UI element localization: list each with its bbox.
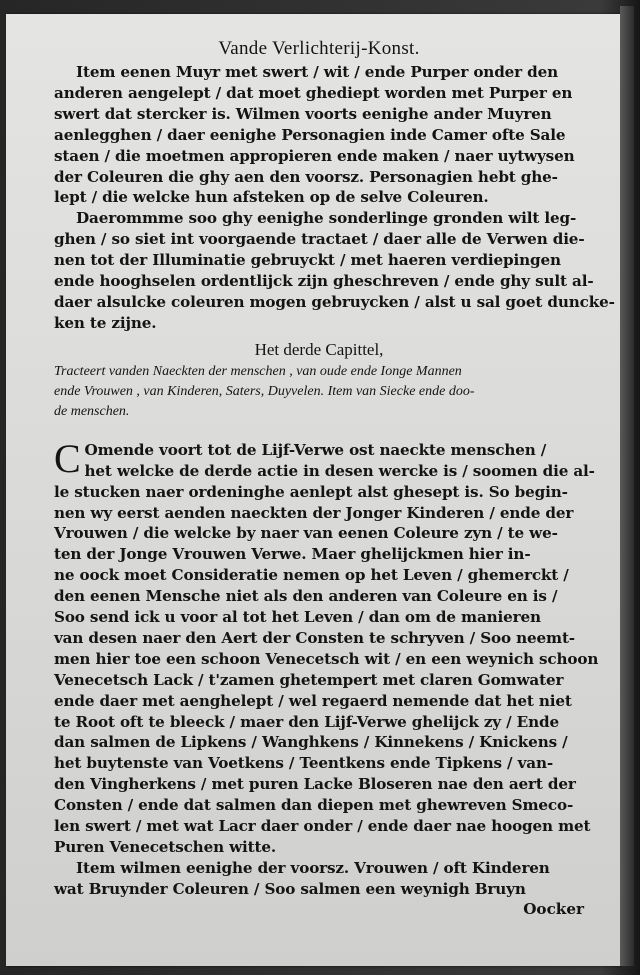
text-line: nen wy eerst aenden naeckten der Jonger Kinderen / ende der xyxy=(54,503,574,522)
text-line: ende hooghselen ordentlijck zijn gheschreven / ende ghy sult al- xyxy=(54,272,594,291)
text-line: dan salmen de Lipkens / Wanghkens / Kinnekens / Knickens / xyxy=(54,733,568,752)
page-edge xyxy=(620,6,634,966)
text-line: den Vingherkens / met puren Lacke Bloseren nae den aert der xyxy=(54,775,576,794)
text-line: le stucken naer ordeninghe aenlept alst ghesept is. So begin- xyxy=(54,482,568,501)
text-line: ten der Jonge Vrouwen Verwe. Maer ghelijckmen hier in- xyxy=(54,545,531,564)
catchword: Oocker xyxy=(523,899,584,918)
paragraph-2 xyxy=(54,208,615,333)
text-line: Omende voort tot de Lijf-Verwe ost naeckte menschen / xyxy=(84,440,547,459)
text-line: swert dat stercker is. Wilmen voorts eenighe ander Muyren xyxy=(54,104,552,123)
text-line: Item eenen Muyr met swert / wit / ende Purper onder den xyxy=(76,63,559,81)
text-line: daer alsulcke coleuren mogen gebruycken / alst u sal goet duncke- xyxy=(54,292,615,311)
text-line: staen / die moetmen appropieren ende maken / naer uytwysen xyxy=(54,146,575,165)
text-line: Vrouwen / die welcke by naer van eenen Coleure zyn / te we- xyxy=(54,524,558,543)
text-line: het welcke de derde actie in desen wercke is / soomen die al- xyxy=(84,461,595,480)
text-line: Soo send ick u voor al tot het Leven / dan om de manieren xyxy=(54,608,541,627)
text-line: anderen aengelept / dat moet ghediept worden met Purper en xyxy=(54,83,573,102)
summary-line: Tracteert vanden Naeckten der menschen , van oude ende Ionge Mannen xyxy=(54,363,462,379)
text-line: den eenen Mensche niet als den anderen van Coleure en is / xyxy=(54,587,558,606)
text-line: van desen naer den Aert der Consten te schryven / Soo neemt- xyxy=(54,628,575,647)
book-page xyxy=(6,14,620,966)
paragraph-3 xyxy=(54,435,599,858)
text-line: Consten / ende dat salmen dan diepen met ghewreven Smeco- xyxy=(54,796,574,815)
page-text-block xyxy=(54,38,615,918)
text-line: der Coleuren die ghy aen den voorsz. Personagien hebt ghe- xyxy=(54,167,558,186)
text-line: nen tot der Illuminatie gebruyckt / met haeren verdiepingen xyxy=(54,251,561,270)
paragraph-1 xyxy=(54,62,584,208)
summary-line: ende Vrouwen , van Kinderen, Saters, Duyvelen. Item van Siecke ende doo- xyxy=(54,383,475,399)
chapter-title: Het derde Capittel, xyxy=(254,339,384,359)
drop-cap: C xyxy=(54,435,81,481)
paragraph-4 xyxy=(54,858,584,900)
text-line: Item wilmen eenighe der voorsz. Vrouwen / oft Kinderen xyxy=(76,858,550,877)
text-line: len swert / met wat Lacr daer onder / ende daer nae hoogen met xyxy=(54,817,591,836)
text-line: lept / die welcke hun afsteken op de selve Coleuren. xyxy=(54,188,489,207)
chapter-summary xyxy=(54,362,584,422)
text-line: te Root oft te bleeck / maer den Lijf-Verwe ghelijck zy / Ende xyxy=(54,712,559,731)
text-line: men hier toe een schoon Venecetsch wit / en een weynich schoon xyxy=(54,649,599,668)
text-line: ende daer met aenghelept / wel regaerd nemende dat het niet xyxy=(54,691,572,710)
text-line: ghen / so siet int voorgaende tractaet / daer alle de Verwen die- xyxy=(54,230,585,249)
text-line: Venecetsch Lack / t'zamen ghetempert met claren Gomwater xyxy=(54,670,564,689)
text-line: ne oock moet Consideratie nemen op het Leven / ghemerckt / xyxy=(54,566,569,585)
text-line: Puren Venecetschen witte. xyxy=(54,838,277,856)
text-line: aenlegghen / daer eenighe Personagien inde Camer ofte Sale xyxy=(54,125,566,144)
text-line: wat Bruynder Coleuren / Soo salmen een weynigh Bruyn xyxy=(54,879,526,898)
running-head: Vande Verlichterij-Konst. xyxy=(218,38,420,59)
summary-line: de menschen. xyxy=(54,403,130,419)
text-line: het buytenste van Voetkens / Teentkens ende Tipkens / van- xyxy=(54,754,554,773)
text-line: ken te zijne. xyxy=(54,313,157,332)
text-line: Daerommme soo ghy eenighe sonderlinge gronden wilt leg- xyxy=(76,209,577,228)
